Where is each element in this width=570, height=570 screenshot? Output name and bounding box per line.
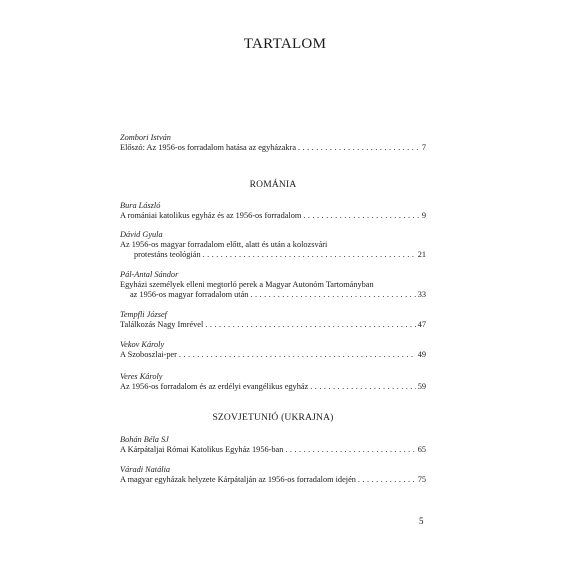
entry-title-line [120,475,426,485]
entry-author: Zombori István [120,133,171,142]
toc-entry [120,435,426,455]
toc-entry [120,465,426,485]
entry-author: Bohán Béla SJ [120,435,169,444]
entry-page: 9 [421,211,426,220]
leader-dots [358,475,416,485]
entry-title: A Szoboszlai-per [120,350,177,359]
entry-page: 7 [421,143,426,152]
entry-title-cont: protestáns teológián [134,250,201,259]
toc-entry [120,230,426,260]
entry-title: Előszó: Az 1956-os forradalom hatása az egyházakra [120,143,297,152]
entry-page: 47 [417,320,426,329]
leader-dots [298,143,420,153]
entry-page: 75 [417,475,426,484]
toc-entry [120,372,426,392]
entry-title: Találkozás Nagy Imrével [120,320,204,329]
entry-title: A romániai katolikus egyház és az 1956-os forradalom [120,211,302,220]
entry-title-first: Egyházi személyek elleni megtorló perek a Magyar Autonóm Tartományban [120,280,374,289]
entry-title-line [120,382,426,392]
entry-page: 49 [417,350,426,359]
entry-title-line [120,250,426,260]
page-number: 5 [419,516,424,526]
entry-author: Váradi Natália [120,465,171,474]
entry-title-line [120,350,426,360]
entry-title-line [120,211,426,221]
entry-title: A magyar egyházak helyzete Kárpátalján az 1956-os forradalom idején [120,475,356,484]
entry-title: A Kárpátaljai Római Katolikus Egyház 1956-ban [120,445,284,454]
toc-entry [120,270,426,300]
entry-author: Pál-Antal Sándor [120,270,179,279]
leader-dots [303,211,420,221]
entry-title-line [120,320,426,330]
entry-author: Dávid Gyula [120,230,163,239]
section-heading: SZOVJETUNIÓ (UKRAJNA) [212,413,334,423]
leader-dots [310,382,415,392]
entry-title-line [120,143,426,153]
entry-page: 65 [417,445,426,454]
toc-entry [120,340,426,360]
leader-dots [205,320,415,330]
leader-dots [250,290,415,300]
entry-title-line [120,290,426,300]
entry-author: Vekov Károly [120,340,165,349]
toc-entry [120,201,426,221]
entry-page: 21 [417,250,426,259]
leader-dots [285,445,415,455]
leader-dots [179,350,416,360]
entry-title: Az 1956-os forradalom és az erdélyi evangélikus egyház [120,382,309,391]
entry-page: 33 [417,290,426,299]
page-title: TARTALOM [243,36,327,52]
toc-entry-preface [120,133,426,153]
entry-author: Veres Károly [120,372,163,381]
section-heading: ROMÁNIA [249,180,297,190]
entry-author: Tempfli József [120,310,167,319]
toc-entry [120,310,426,330]
entry-page: 59 [417,382,426,391]
entry-author: Bura László [120,201,161,210]
entry-title-cont: az 1956-os magyar forradalom után [130,290,249,299]
entry-title-first: Az 1956-os magyar forradalom előtt, alatt és után a kolozsvári [120,240,328,249]
leader-dots [203,250,416,260]
entry-title-line [120,445,426,455]
